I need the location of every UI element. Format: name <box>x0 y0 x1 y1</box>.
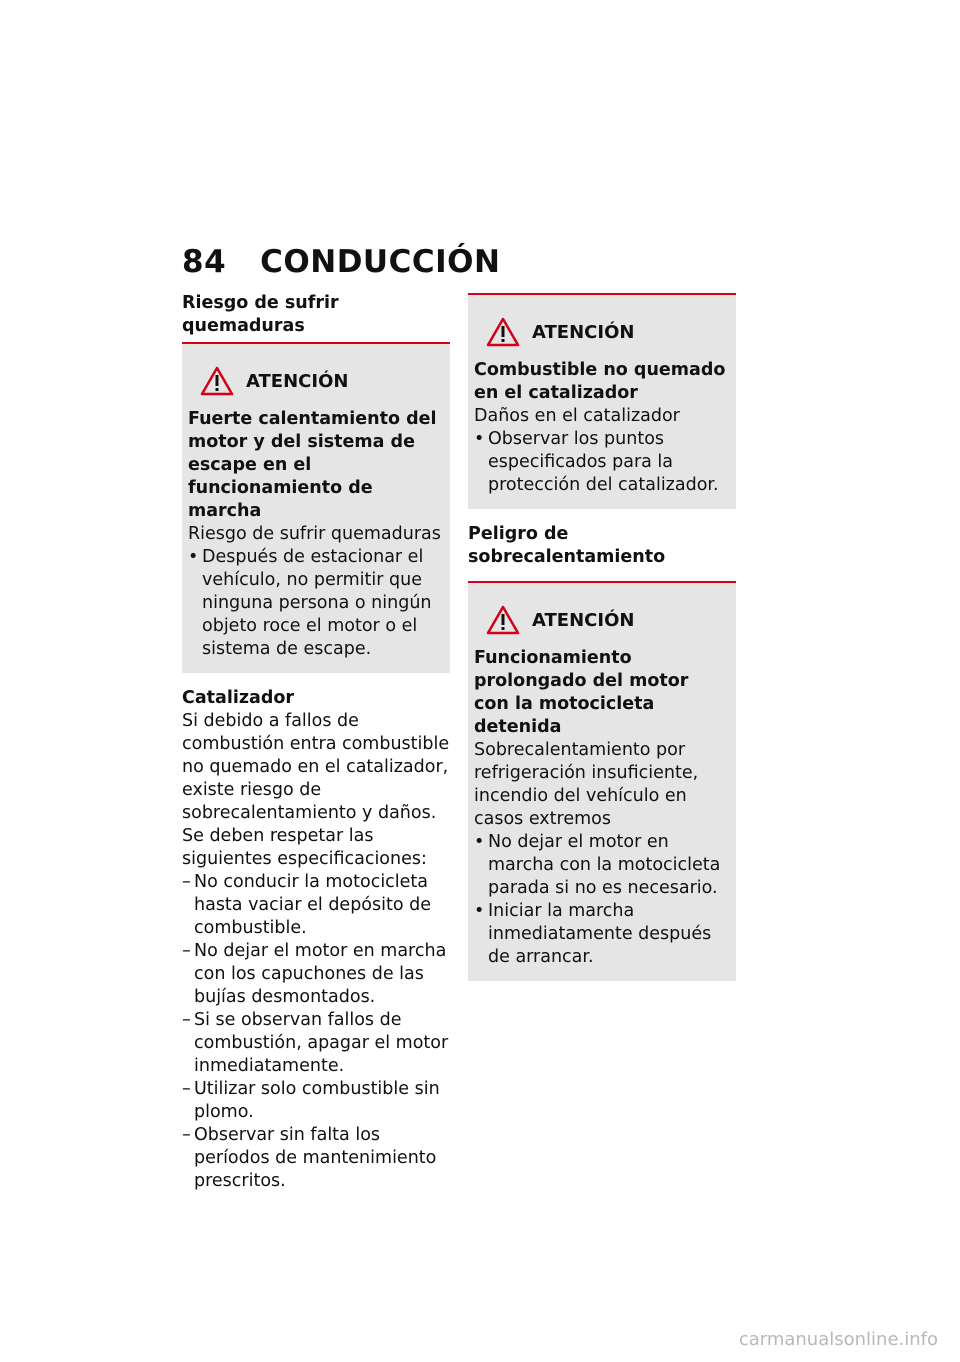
section-heading-burns: Riesgo de sufrir quemaduras <box>182 293 339 336</box>
list-item: – No conducir la motocicleta hasta vaciar el depósito de combustible. <box>182 871 450 940</box>
warning-consequence: Sobrecalentamiento por refrigeración insuficiente, incendio del vehículo en casos extremos <box>474 740 699 829</box>
section-heading-overheating: Peligro de sobrecalentamiento <box>468 524 666 567</box>
warning-title <box>486 317 728 347</box>
list-item: – No dejar el motor en marcha con los capuchones de las bujías desmontados. <box>182 940 450 1009</box>
chapter-title: CONDUCCIÓN <box>260 244 501 280</box>
warning-triangle-icon <box>486 605 520 635</box>
page-number: 84 <box>182 244 227 280</box>
warning-consequence: Riesgo de sufrir quemaduras <box>188 524 441 544</box>
catalyst-heading: Catalizador <box>182 688 294 708</box>
warning-heading: Combustible no quemado en el catalizador <box>474 360 726 403</box>
warning-heading: Funcionamiento prolongado del motor con la motocicleta detenida <box>474 648 689 737</box>
list-item: – Si se observan fallos de combustión, apagar el motor inmediatamente. <box>182 1009 450 1078</box>
list-item: – Observar sin falta los períodos de mantenimiento prescritos. <box>182 1124 450 1193</box>
warning-box-burns <box>182 342 450 673</box>
catalyst-list <box>182 871 450 1193</box>
right-column <box>468 293 736 981</box>
warning-title <box>200 366 442 396</box>
warning-box-overheating <box>468 581 736 981</box>
page-header <box>182 244 500 280</box>
watermark: carmanualsonline.info <box>738 1329 938 1350</box>
warning-label: ATENCIÓN <box>532 321 635 343</box>
warning-label: ATENCIÓN <box>246 370 349 392</box>
warning-title <box>486 605 728 635</box>
warning-bullets <box>188 546 442 661</box>
warning-bullets <box>474 831 728 969</box>
left-column <box>182 292 450 1193</box>
warning-heading: Fuerte calentamiento del motor y del sistema de escape en el funcionamiento de marcha <box>188 409 437 521</box>
warning-consequence: Daños en el catalizador <box>474 406 680 426</box>
list-item: • No dejar el motor en marcha con la motocicleta parada si no es necesario. <box>474 831 728 900</box>
warning-triangle-icon <box>486 317 520 347</box>
warning-box-catalyst <box>468 293 736 509</box>
catalyst-paragraph: Se deben respetar las siguientes especificaciones: <box>182 826 427 869</box>
warning-triangle-icon <box>200 366 234 396</box>
list-item: • Iniciar la marcha inmediatamente después de arrancar. <box>474 900 728 969</box>
list-item: • Después de estacionar el vehículo, no permitir que ninguna persona o ningún objeto roce el motor o el sistema de escape. <box>188 546 442 661</box>
catalyst-paragraph: Si debido a fallos de combustión entra combustible no quemado en el catalizador, existe riesgo de sobrecalentamiento y daños. <box>182 711 450 823</box>
list-item: – Utilizar solo combustible sin plomo. <box>182 1078 450 1124</box>
list-item: • Observar los puntos especificados para la protección del catalizador. <box>474 428 728 497</box>
warning-label: ATENCIÓN <box>532 609 635 631</box>
warning-bullets <box>474 428 728 497</box>
